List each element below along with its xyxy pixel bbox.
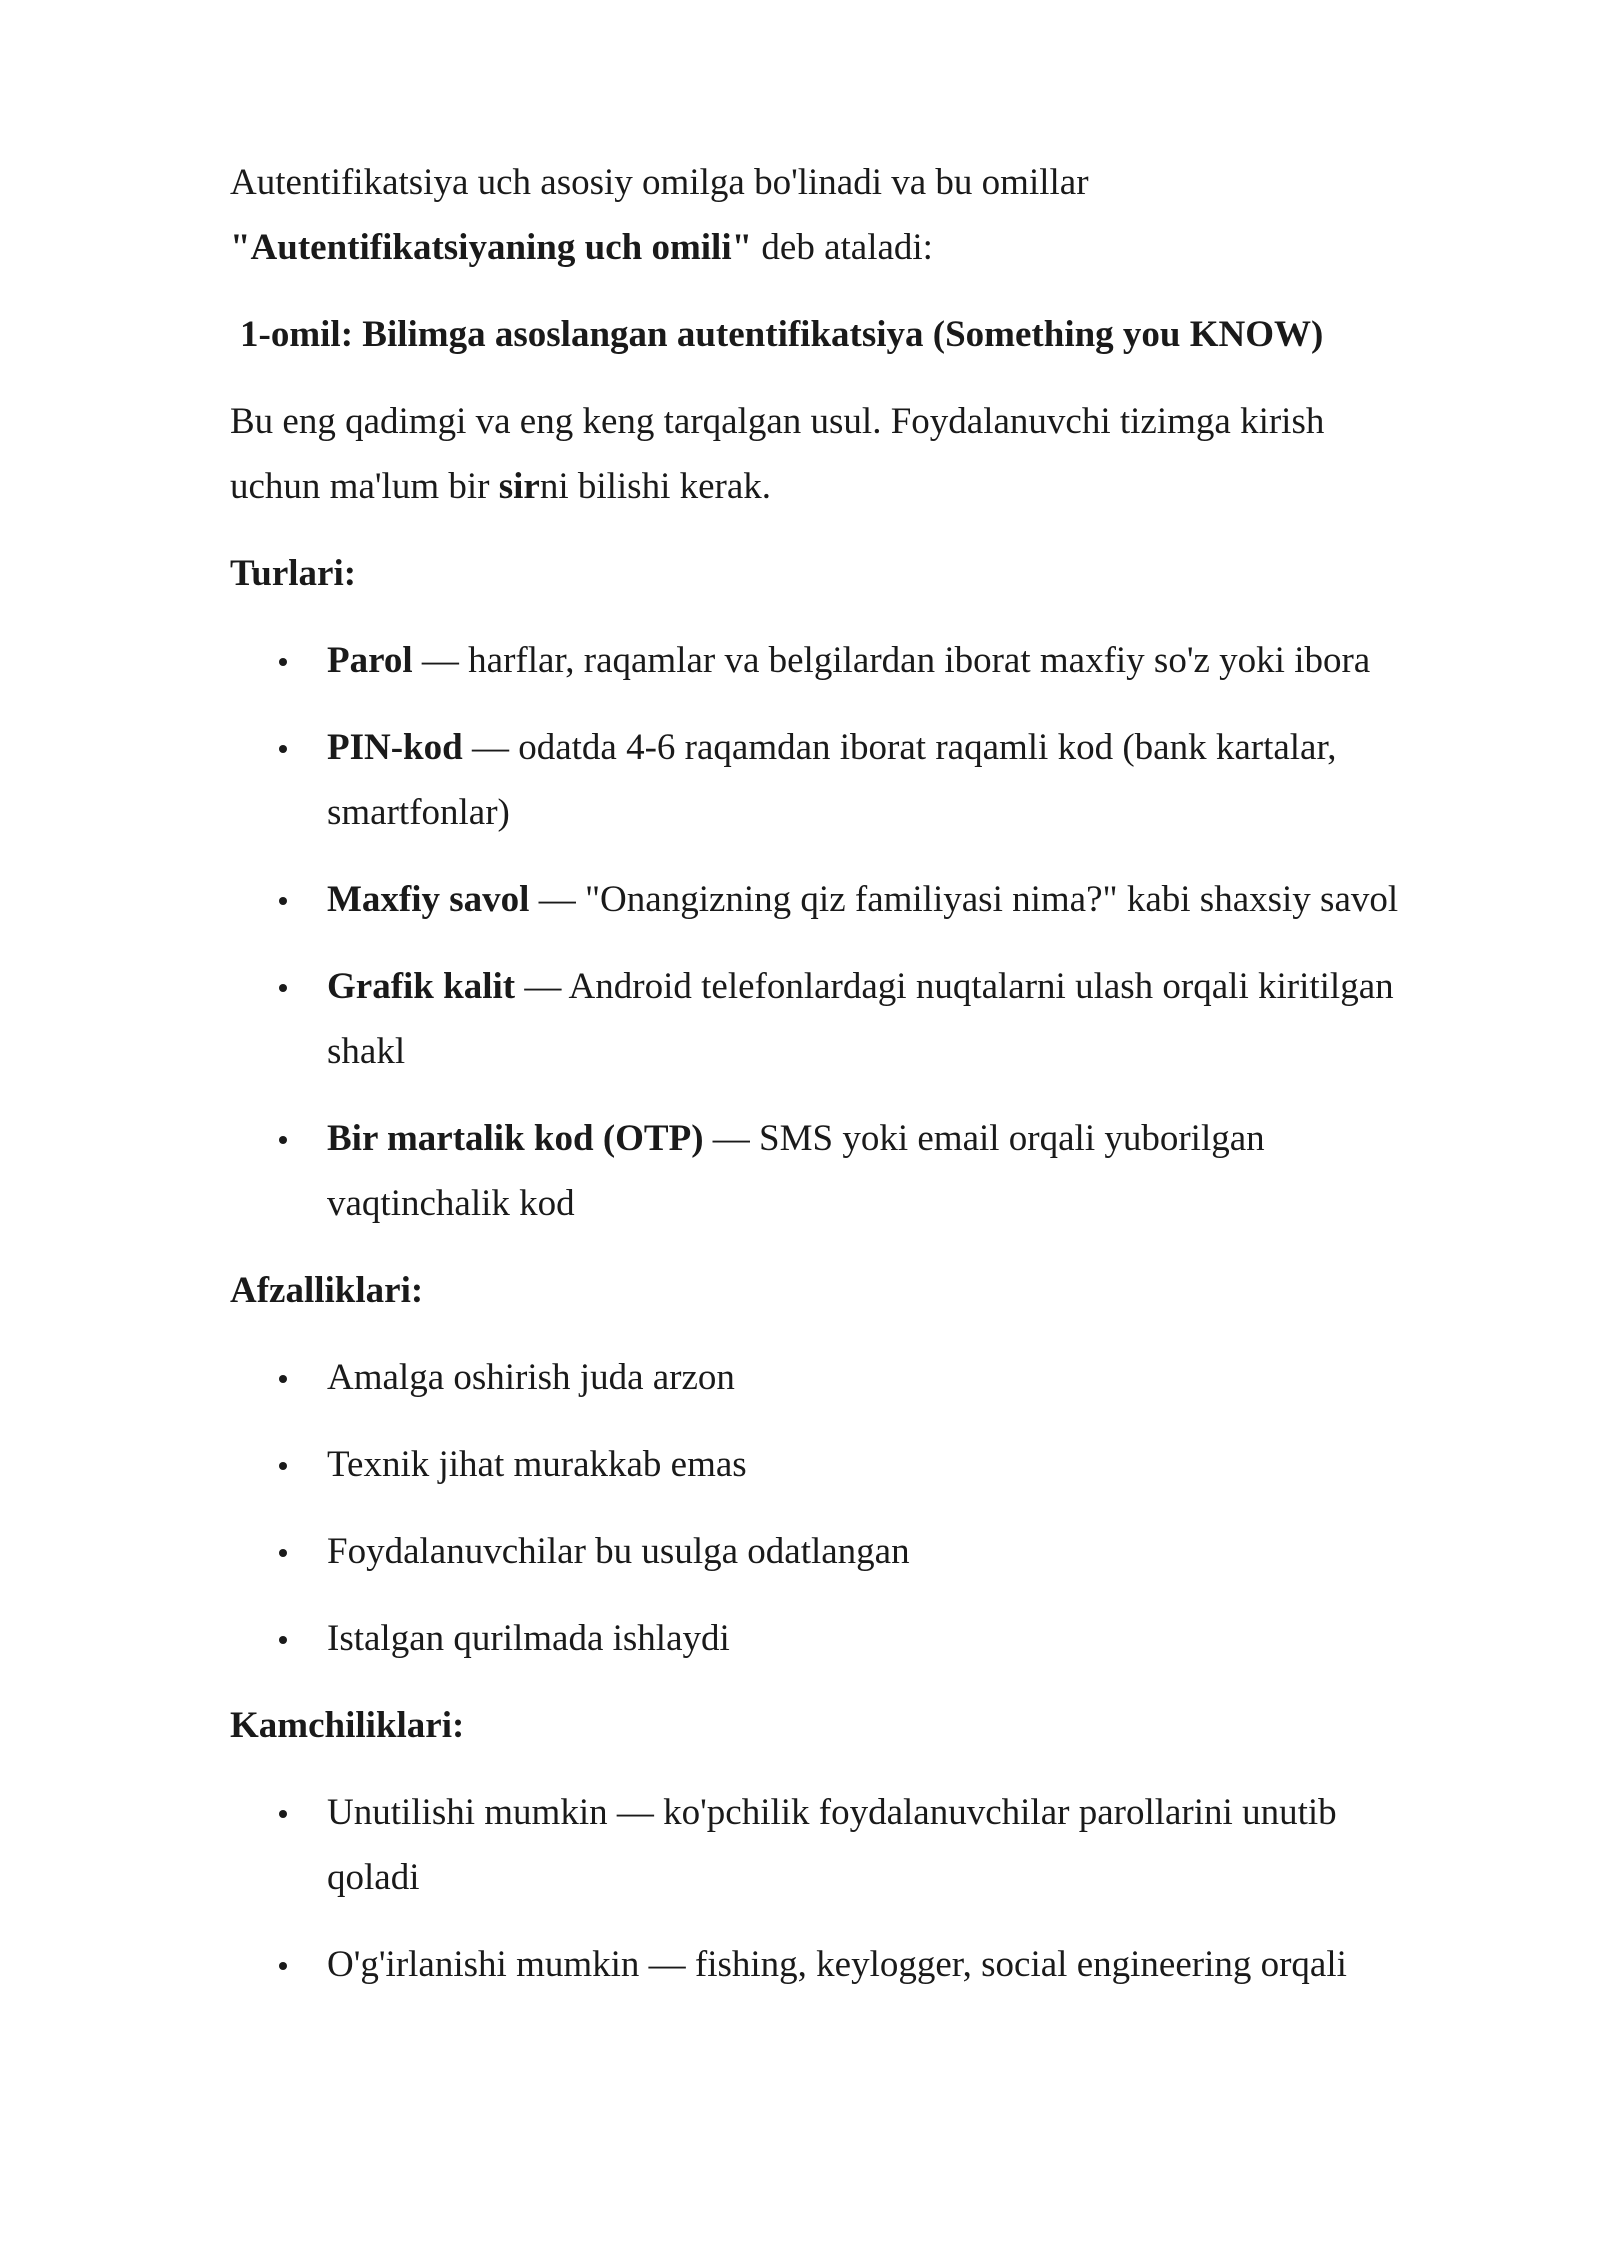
list-item-term: PIN-kod	[327, 727, 463, 768]
intro-text: Autentifikatsiya uch asosiy omilga bo'linadi va bu omillar	[230, 162, 1089, 203]
disadvantages-heading: Kamchiliklari:	[230, 1705, 465, 1746]
list-item: O'g'irlanishi mumkin — fishing, keylogger, social engineering orqali	[230, 1932, 1410, 1997]
list-item	[230, 954, 1410, 1084]
types-heading: Turlari:	[230, 553, 357, 594]
document-page	[230, 150, 1410, 2019]
list-item-term: Maxfiy savol	[327, 879, 530, 920]
factor-heading: 1-omil: Bilimga asoslangan autentifikatsiya (Something you KNOW)	[240, 314, 1324, 355]
intro-paragraph	[230, 150, 1410, 280]
list-item-desc: — SMS yoki email orqali yuborilgan vaqtinchalik kod	[327, 1118, 1265, 1224]
advantages-list	[230, 1345, 1410, 1671]
list-item	[230, 1106, 1410, 1236]
disadvantages-list	[230, 1780, 1410, 1997]
list-item	[230, 628, 1410, 693]
list-item-desc: — Android telefonlardagi nuqtalarni ulash orqali kiritilgan shakl	[327, 966, 1394, 1072]
factor-description	[230, 389, 1410, 519]
factor-desc-bold: sir	[498, 466, 540, 507]
advantages-heading: Afzalliklari:	[230, 1270, 424, 1311]
list-item: Foydalanuvchilar bu usulga odatlangan	[230, 1519, 1410, 1584]
factor-desc-text-end: ni bilishi kerak.	[539, 466, 772, 507]
list-item: Texnik jihat murakkab emas	[230, 1432, 1410, 1497]
list-item: Amalga oshirish juda arzon	[230, 1345, 1410, 1410]
intro-bold-term: "Autentifikatsiyaning uch omili"	[230, 227, 753, 268]
list-item-desc: — odatda 4-6 raqamdan iborat raqamli kod (bank kartalar, smartfonlar)	[327, 727, 1337, 833]
types-list	[230, 628, 1410, 1236]
list-item-desc: — harflar, raqamlar va belgilardan iborat maxfiy so'z yoki ibora	[412, 640, 1371, 681]
list-item: Unutilishi mumkin — ko'pchilik foydalanuvchilar parollarini unutib qoladi	[230, 1780, 1410, 1910]
list-item-desc: — "Onangizning qiz familiyasi nima?" kabi shaxsiy savol	[529, 879, 1399, 920]
list-item	[230, 715, 1410, 845]
list-item: Istalgan qurilmada ishlaydi	[230, 1606, 1410, 1671]
list-item-term: Parol	[327, 640, 413, 681]
list-item	[230, 867, 1410, 932]
list-item-term: Bir martalik kod (OTP)	[327, 1118, 704, 1159]
list-item-term: Grafik kalit	[327, 966, 516, 1007]
intro-text-end: deb ataladi:	[752, 227, 933, 268]
factor-desc-text: Bu eng qadimgi va eng keng tarqalgan usul. Foydalanuvchi tizimga kirish uchun ma'lum bir	[230, 401, 1325, 507]
